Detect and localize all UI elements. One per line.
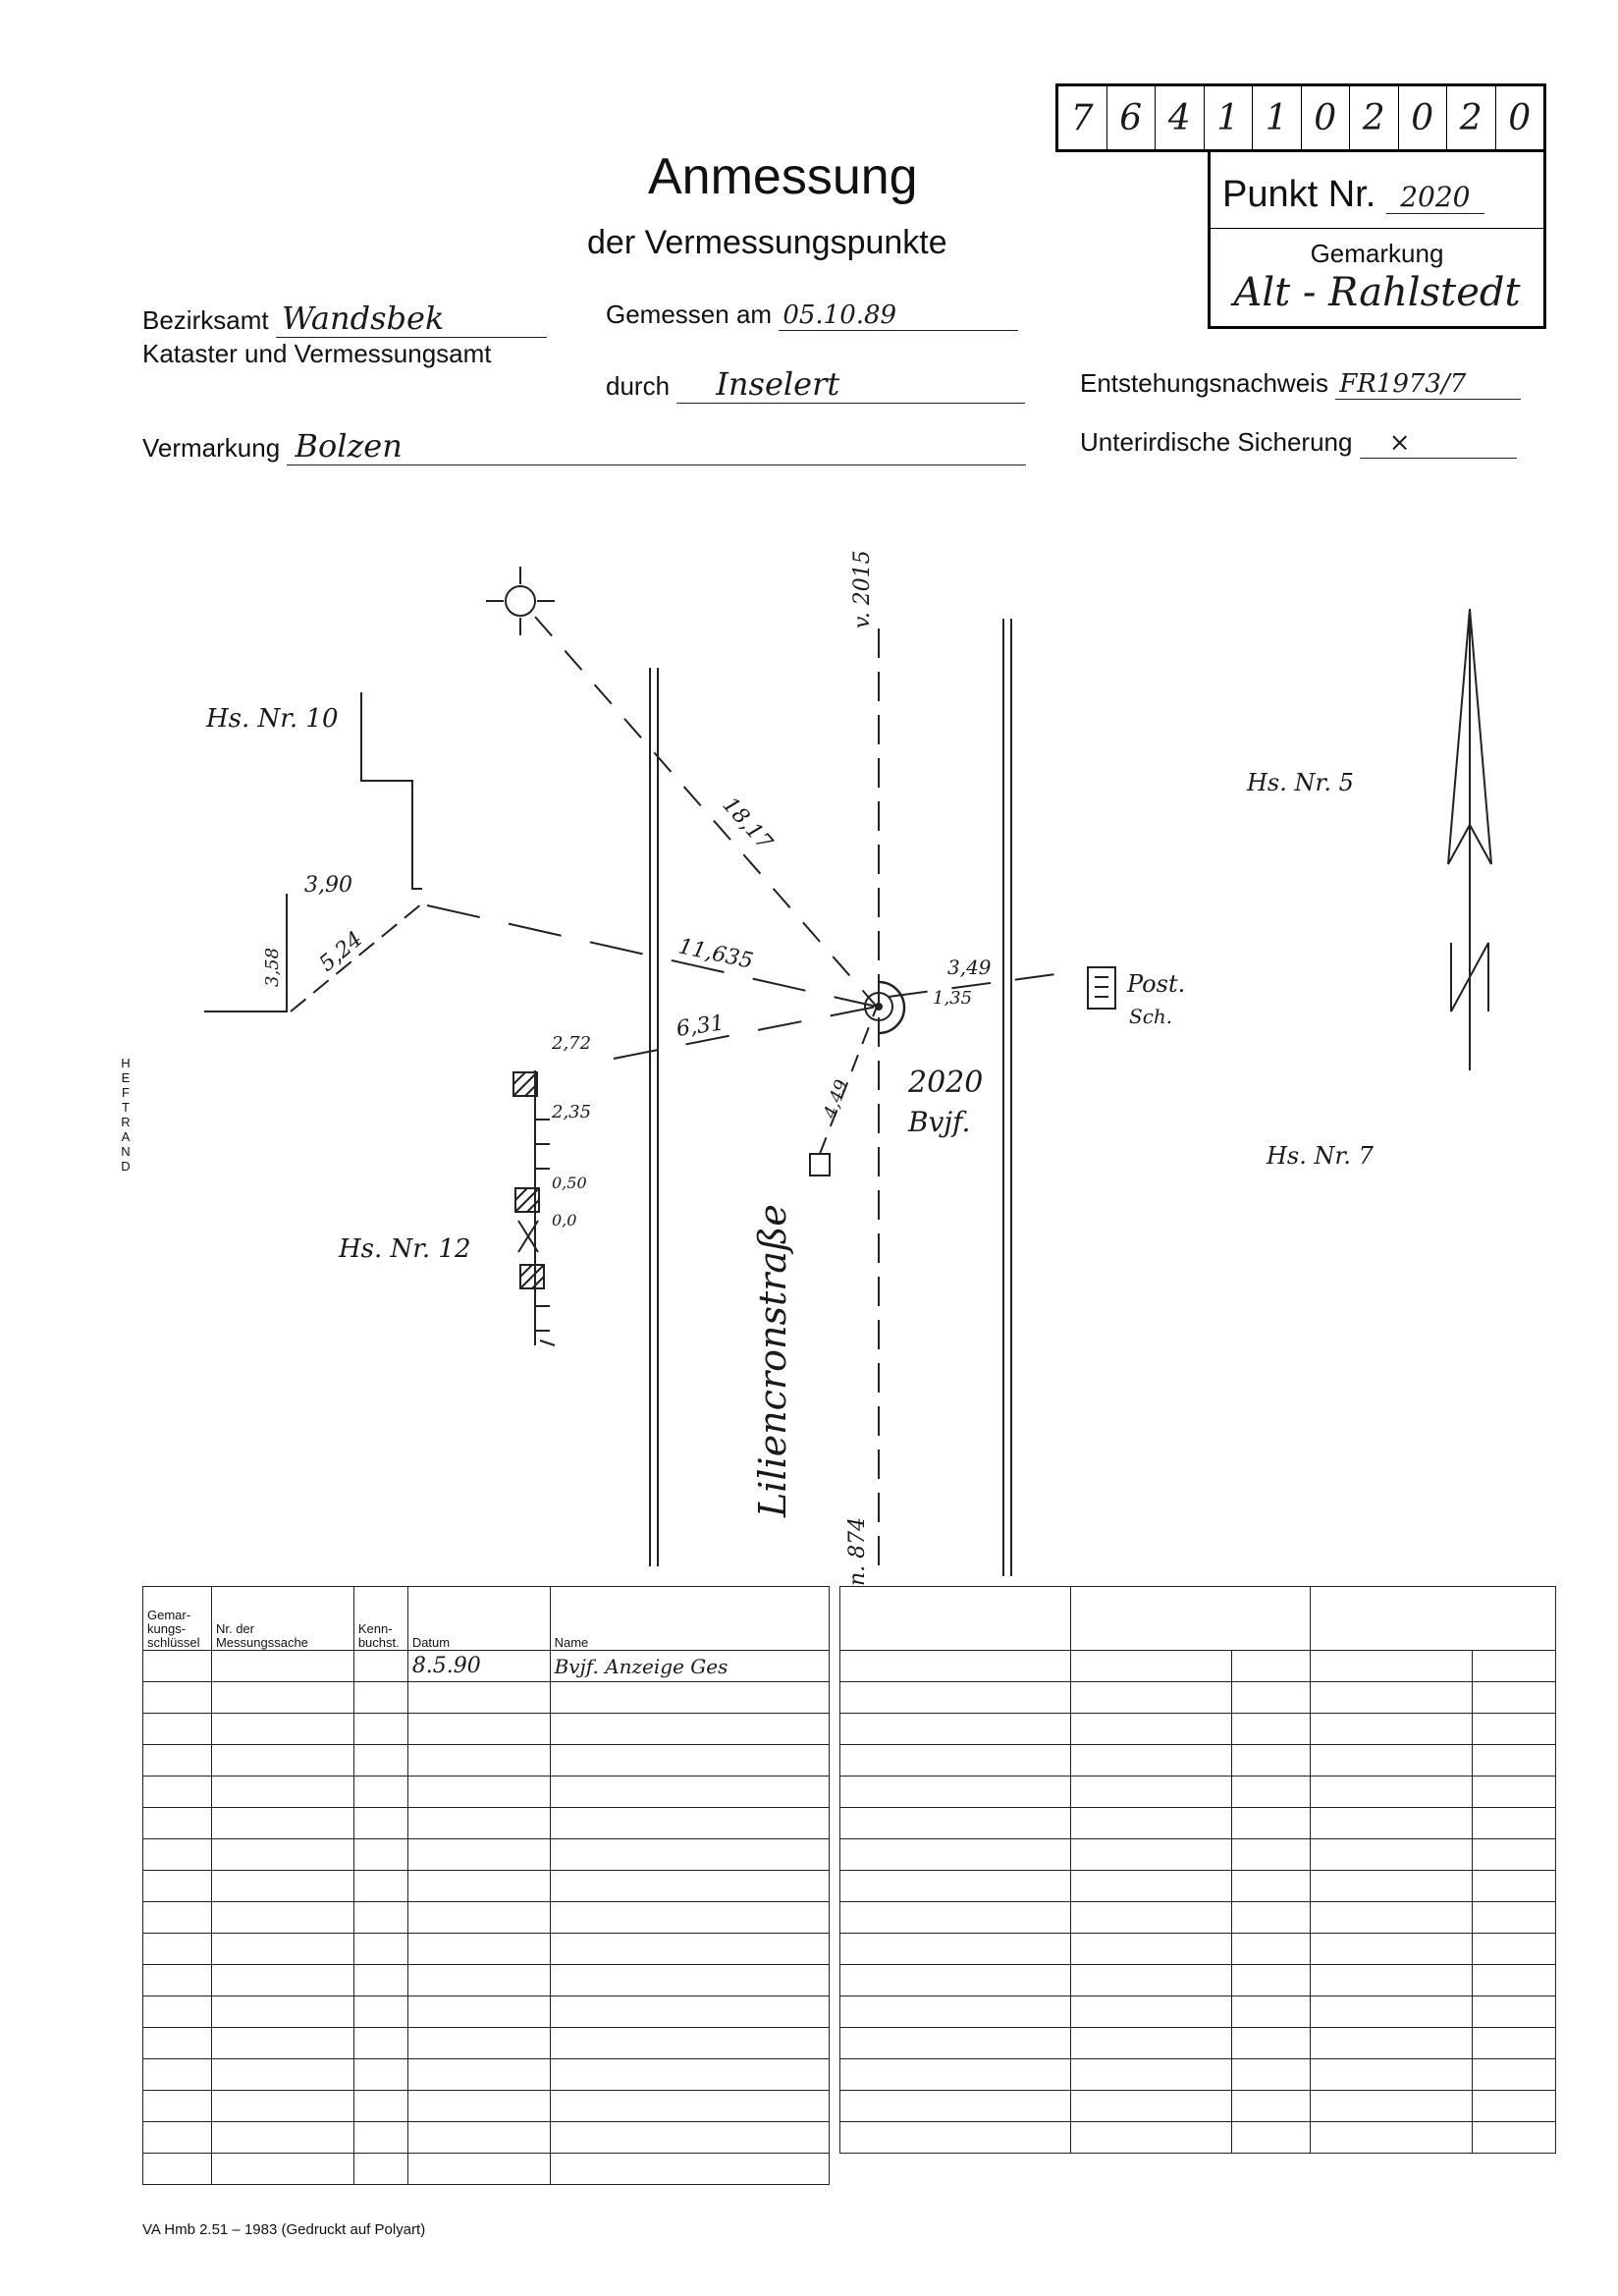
id-digit: 2 [1447, 86, 1496, 149]
id-digit: 4 [1156, 86, 1205, 149]
table-row [143, 1745, 830, 1777]
label-hs7: Hs. Nr. 7 [1267, 1142, 1374, 1170]
table-row [840, 2122, 1556, 2154]
table-row [143, 1902, 830, 1934]
row-datum: 8.5.90 [407, 1651, 550, 1682]
table-row [143, 1651, 830, 1682]
record-table-right [839, 1586, 1556, 2154]
header-name: Name [550, 1587, 829, 1651]
table-row [840, 1745, 1556, 1777]
label-dist-050: 0,50 [552, 1174, 587, 1192]
table-row [840, 2028, 1556, 2059]
table-row [143, 1965, 830, 1996]
label-hs5: Hs. Nr. 5 [1247, 769, 1354, 796]
gemarkung-label: Gemarkung [1310, 239, 1444, 268]
vermarkung-value: Bolzen [287, 427, 1026, 465]
label-hs10: Hs. Nr. 10 [206, 704, 339, 734]
vermarkung-label: Vermarkung [142, 433, 281, 463]
gemarkung-value: Alt - Rahlstedt [1233, 270, 1521, 315]
table-row [840, 1682, 1556, 1714]
label-dist-449: 4,49 [819, 1076, 853, 1121]
table-row [143, 2091, 830, 2122]
label-dist-272: 2,72 [552, 1033, 592, 1054]
label-v2015: v. 2015 [850, 550, 875, 629]
label-dist-00: 0,0 [552, 1211, 577, 1230]
measure-line-524 [291, 903, 422, 1011]
label-bvjf: Bvjf. [908, 1106, 971, 1138]
label-dist-631: 6,31 [674, 1011, 727, 1042]
id-digit: 2 [1350, 86, 1399, 149]
durch-label: durch [606, 371, 671, 401]
gemessen-label: Gemessen am [606, 300, 773, 329]
label-hs12: Hs. Nr. 12 [339, 1234, 471, 1264]
measure-line-11635 [427, 905, 877, 1007]
header-gemarkungsschluessel: Gemar-kungs-schlüssel [143, 1587, 212, 1651]
lamp-symbol [506, 586, 535, 616]
id-digit: 1 [1253, 86, 1302, 149]
table-row [840, 1651, 1556, 1682]
table-row [143, 2154, 830, 2185]
id-digit: 6 [1107, 86, 1157, 149]
label-point-2020: 2020 [908, 1066, 984, 1100]
form-title: Anmessung [648, 148, 918, 205]
label-dist-11635: 11,635 [675, 934, 756, 974]
label-dist-349: 3,49 [947, 956, 992, 979]
label-dist-390: 3,90 [304, 873, 352, 898]
form-footer: VA Hmb 2.51 – 1983 (Gedruckt auf Polyart) [142, 2221, 426, 2238]
form-subtitle: der Vermessungspunkte [587, 224, 947, 261]
heftrand-label: HEFTRAND [121, 1056, 131, 1174]
record-table-left [142, 1586, 830, 2185]
table-row [143, 1996, 830, 2028]
table-row [143, 2122, 830, 2154]
id-digit: 1 [1205, 86, 1254, 149]
table-row [143, 1808, 830, 1839]
table-row [840, 1871, 1556, 1902]
table-row [840, 1965, 1556, 1996]
table-row [840, 2059, 1556, 2091]
label-dist-1817: 18,17 [717, 793, 778, 855]
table-row [840, 1714, 1556, 1745]
label-dist-524: 5,24 [314, 926, 368, 977]
table-row [143, 1777, 830, 1808]
small-marker-square [810, 1154, 830, 1175]
entstehung-label: Entstehungsnachweis [1080, 368, 1328, 398]
header-datum: Datum [407, 1587, 550, 1651]
table-row [840, 1934, 1556, 1965]
punkt-value: 2020 [1386, 181, 1484, 214]
sicherung-label: Unterirdische Sicherung [1080, 427, 1353, 457]
label-dist-235: 2,35 [552, 1102, 592, 1122]
table-row [143, 2059, 830, 2091]
row-name: Bvjf. Anzeige Ges [550, 1651, 829, 1682]
table-row [143, 1839, 830, 1871]
id-digit: 7 [1058, 86, 1107, 149]
measure-line-449 [820, 1007, 877, 1154]
entstehung-value: FR1973/7 [1335, 369, 1521, 400]
table-row [143, 1714, 830, 1745]
building-outline-hs10 [361, 692, 422, 889]
punkt-label: Punkt Nr. [1222, 174, 1376, 215]
table-row [143, 1934, 830, 1965]
gemessen-value: 05.10.89 [779, 301, 1018, 331]
table-row [840, 1777, 1556, 1808]
table-row [840, 1808, 1556, 1839]
label-dist-358: 3,58 [262, 947, 283, 987]
id-digit: 0 [1399, 86, 1448, 149]
kataster-label: Kataster und Vermessungsamt [142, 339, 492, 368]
label-street: Liliencronstraße [751, 1204, 794, 1517]
label-post: Post. [1127, 970, 1186, 998]
table-row [840, 1839, 1556, 1871]
id-digit: 0 [1302, 86, 1351, 149]
id-digit: 0 [1508, 97, 1532, 138]
table-row [840, 1902, 1556, 1934]
label-n874: n. 874 [845, 1516, 870, 1586]
sicherung-value: × [1360, 428, 1517, 459]
table-row [840, 2091, 1556, 2122]
label-dist-135: 1,35 [933, 988, 973, 1009]
bezirksamt-label: Bezirksamt [142, 305, 269, 335]
header-kennbuchst: Kenn-buchst. [353, 1587, 407, 1651]
header-nr-messungssache: Nr. der Messungssache [211, 1587, 353, 1651]
table-row [143, 1871, 830, 1902]
measure-line-631 [614, 1007, 877, 1059]
table-row [143, 2028, 830, 2059]
table-row [840, 1996, 1556, 2028]
durch-value: Inselert [676, 365, 1025, 404]
label-sch: Sch. [1129, 1005, 1173, 1028]
table-row [143, 1682, 830, 1714]
bezirksamt-value: Wandsbek [276, 300, 547, 338]
